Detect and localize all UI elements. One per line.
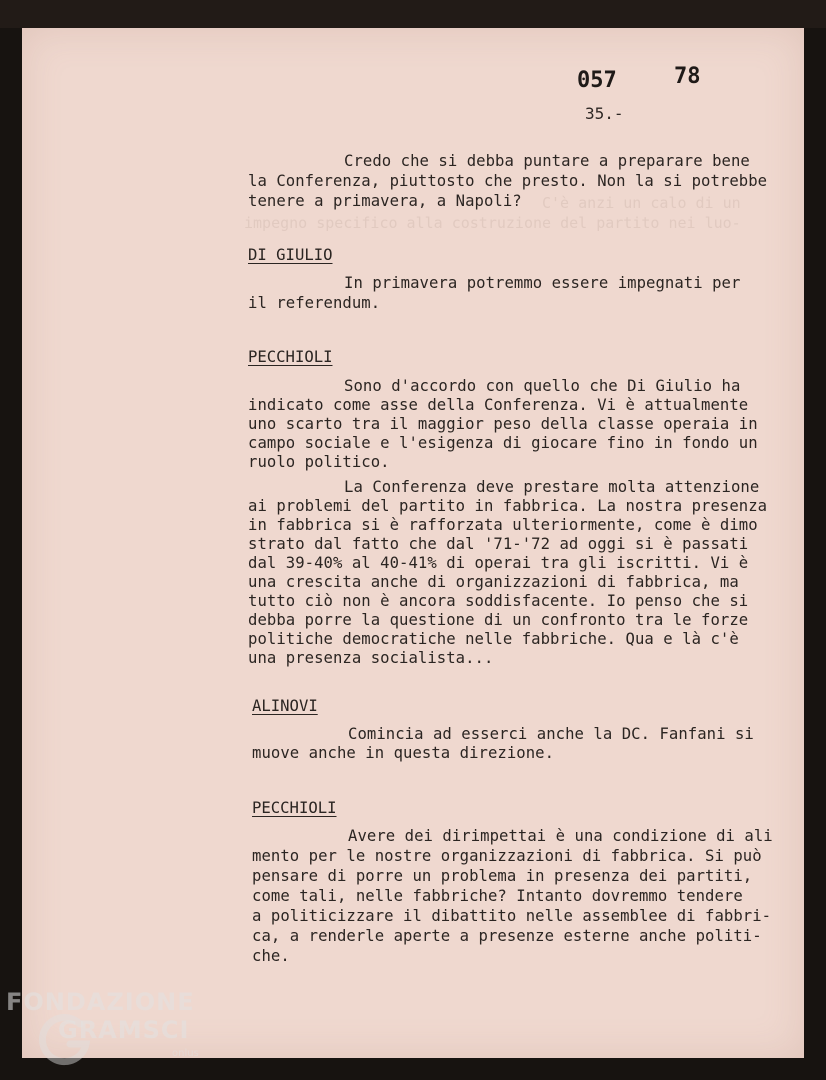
page-number: 35.- bbox=[585, 104, 624, 123]
paragraph-line: Sono d'accordo con quello che Di Giulio ha bbox=[344, 377, 741, 395]
paragraph-line: mento per le nostre organizzazioni di fabbrica. Si può bbox=[252, 847, 762, 865]
paragraph-line: Comincia ad esserci anche la DC. Fanfani si bbox=[348, 725, 754, 743]
paragraph-line: ruolo politico. bbox=[248, 453, 390, 471]
paragraph-line: ca, a renderle aperte a presenze esterne anche politi- bbox=[252, 927, 762, 945]
paragraph-line: a politicizzare il dibattito nelle assemblee di fabbri- bbox=[252, 907, 772, 925]
paragraph-line: indicato come asse della Conferenza. Vi è attualmente bbox=[248, 396, 749, 414]
speaker-name: PECCHIOLI bbox=[252, 799, 337, 817]
paragraph-line: una presenza socialista... bbox=[248, 649, 494, 667]
paragraph-line: ai problemi del partito in fabbrica. La nostra presenza bbox=[248, 497, 768, 515]
paragraph-line: muove anche in questa direzione. bbox=[252, 744, 555, 762]
paragraph-line: la Conferenza, piuttosto che presto. Non la si potrebbe bbox=[248, 172, 768, 190]
paragraph-line: pensare di porre un problema in presenza dei partiti, bbox=[252, 867, 753, 885]
document-page bbox=[22, 28, 804, 1058]
paragraph-line: In primavera potremmo essere impegnati per bbox=[344, 274, 741, 292]
paragraph-line: uno scarto tra il maggior peso della classe operaia in bbox=[248, 415, 758, 433]
fondazione-gramsci-watermark bbox=[6, 988, 216, 1068]
scan-border bbox=[0, 0, 826, 28]
paragraph-line: dal 39-40% al 40-41% di operai tra gli iscritti. Vi è bbox=[248, 554, 749, 572]
reference-number-right: 78 bbox=[674, 64, 701, 89]
paragraph-line: Avere dei dirimpettai è una condizione di ali bbox=[348, 827, 773, 845]
paragraph-line: una crescita anche di organizzazioni di fabbrica, ma bbox=[248, 573, 739, 591]
bleed-through: C'è anzi un calo di un bbox=[542, 194, 741, 212]
watermark-sub: onlus bbox=[172, 1048, 199, 1059]
bleed-through: impegno specifico alla costruzione del partito nei luo- bbox=[244, 214, 741, 232]
paragraph-line: che. bbox=[252, 947, 290, 965]
paragraph-line: politiche democratiche nelle fabbriche. Qua e là c'è bbox=[248, 630, 739, 648]
speaker-name: ALINOVI bbox=[252, 697, 318, 715]
speaker-name: PECCHIOLI bbox=[248, 348, 333, 366]
watermark-line1: FONDAZIONE bbox=[6, 988, 195, 1016]
paragraph-line: strato dal fatto che dal '71-'72 ad oggi si è passati bbox=[248, 535, 749, 553]
paragraph-line: tenere a primavera, a Napoli? bbox=[248, 192, 522, 210]
paragraph-line: La Conferenza deve prestare molta attenzione bbox=[344, 478, 760, 496]
watermark-line2: GRAMSCI bbox=[58, 1016, 190, 1044]
paragraph-line: debba porre la questione di un confronto tra le forze bbox=[248, 611, 749, 629]
reference-number-left: 057 bbox=[577, 68, 617, 93]
speaker-name: DI GIULIO bbox=[248, 246, 333, 264]
paragraph-line: campo sociale e l'esigenza di giocare fino in fondo un bbox=[248, 434, 758, 452]
paragraph-line: in fabbrica si è rafforzata ulteriormente, come è dimo bbox=[248, 516, 758, 534]
paragraph-line: il referendum. bbox=[248, 294, 381, 312]
paragraph-line: come tali, nelle fabbriche? Intanto dovremmo tendere bbox=[252, 887, 743, 905]
paragraph-line: Credo che si debba puntare a preparare bene bbox=[344, 152, 750, 170]
paragraph-line: tutto ciò non è ancora soddisfacente. Io penso che si bbox=[248, 592, 749, 610]
